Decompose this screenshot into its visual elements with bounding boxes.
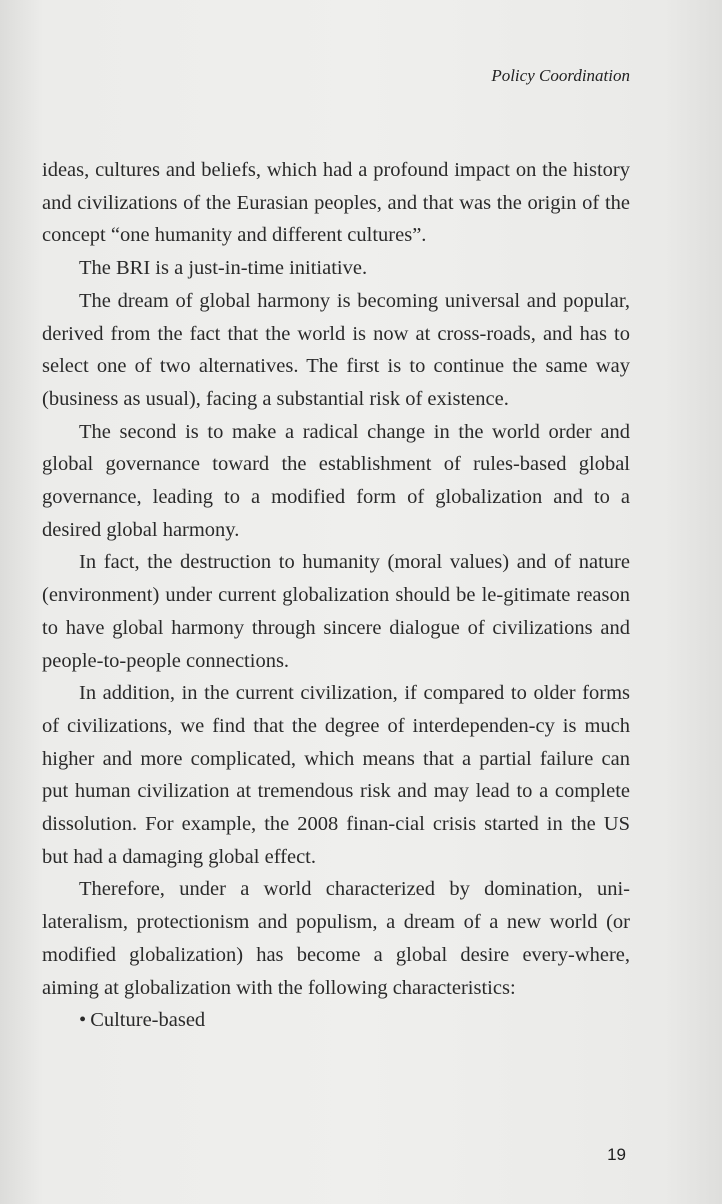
paragraph: The dream of global harmony is becoming universal and popular, derived from the fact that the world is now at cross-roads, and has to select one of two alternatives. The first is to continue the same way (business as usual), facing a substantial risk of existence.: [42, 289, 630, 410]
bullet-marker: •: [79, 1009, 87, 1032]
running-header: Policy Coordination: [491, 66, 630, 85]
paragraph-continued: ideas, cultures and beliefs, which had a profound impact on the history and civilizations of the Eurasian peoples, and that was the origin of the concept “one humanity and different cultures”.: [42, 159, 630, 247]
paragraph: The BRI is a just-in-time initiative.: [79, 257, 368, 280]
page-number: 19: [607, 1145, 626, 1164]
paragraph: Therefore, under a world characterized by domination, uni-lateralism, protectionism and populism, a dream of a new world (or modified globalization) has become a global desire every-where, aiming at globalization with the following characteristics:: [42, 878, 630, 999]
bullet-item: [42, 1004, 630, 1037]
body-text: [42, 154, 630, 1037]
paragraph: In fact, the destruction to humanity (moral values) and of nature (environment) under current globalization should be le-gitimate reason to have global harmony through sincere dialogue of civilizations and people-to-people connections.: [42, 551, 630, 672]
bullet-text: Culture-based: [90, 1009, 206, 1032]
paragraph: In addition, in the current civilization, if compared to older forms of civilizations, we find that the degree of interdependen-cy is much higher and more complicated, which means that a partial failure can put human civilization at tremendous risk and may lead to a complete dissolution. For example, the 2008 finan-cial crisis started in the US but had a damaging global effect.: [42, 682, 630, 868]
paragraph: The second is to make a radical change in the world order and global governance toward the establishment of rules-based global governance, leading to a modified form of globalization and to a desired global harmony.: [42, 420, 630, 541]
